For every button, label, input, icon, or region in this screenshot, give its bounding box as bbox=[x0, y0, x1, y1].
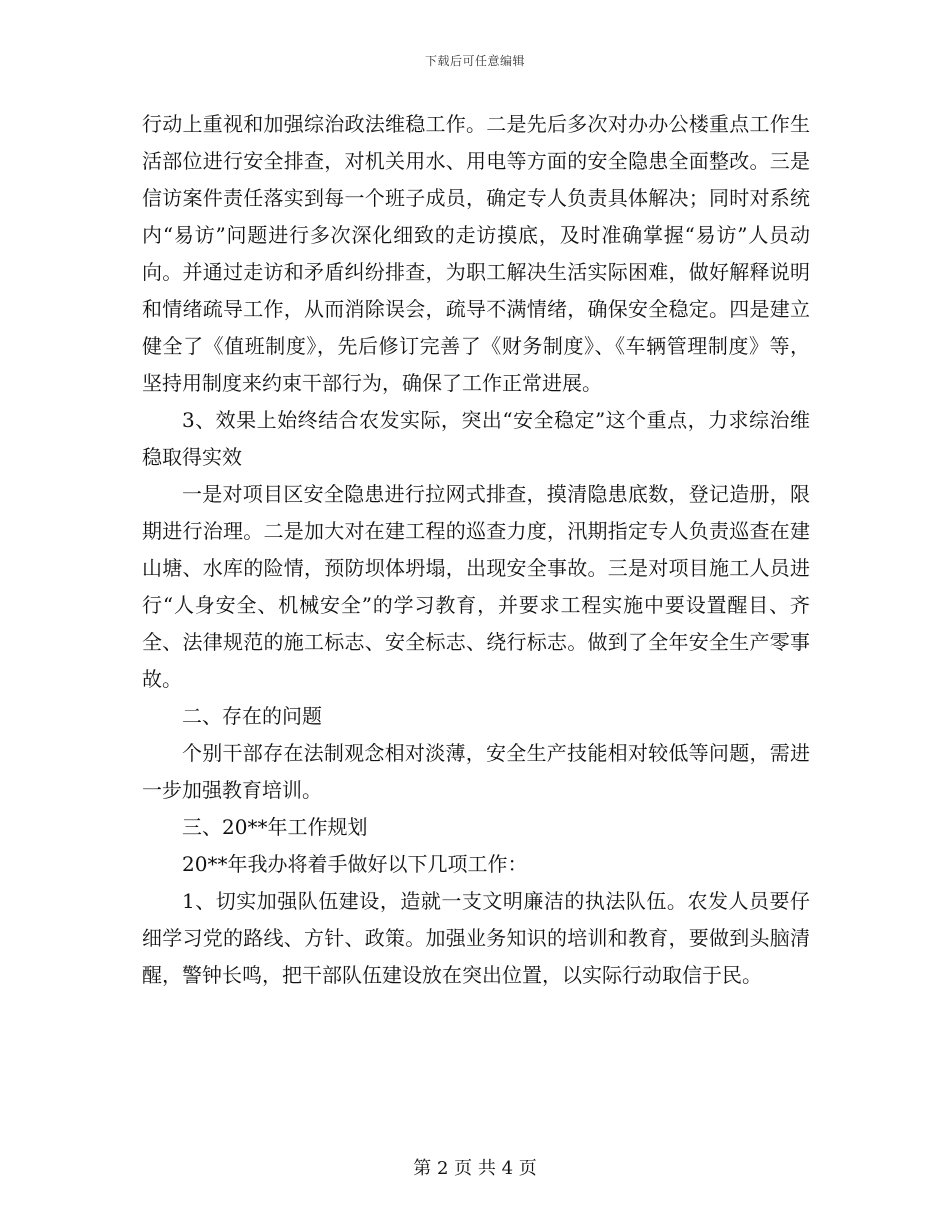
paragraph-continuation: 行动上重视和加强综治政法维稳工作。二是先后多次对办办公楼重点工作生活部位进行安全排查，对机关用水、用电等方面的安全隐患全面整改。三是信访案件责任落实到每一个班子成员，确定专人负责具体解决；同时对系统内“易访”问题进行多次深化细致的走访摸底，及时准确掌握“易访”人员动向。并通过走访和矛盾纠纷排查，为职工解决生活实际困难，做好解释说明和情绪疏导工作，从而消除误会，疏导不满情绪，确保安全稳定。四是建立健全了《值班制度》，先后修订完善了《财务制度》、《车辆管理制度》等，坚持用制度来约束干部行为，确保了工作正常进展。 bbox=[142, 112, 810, 395]
paragraph-safety-measures: 一是对项目区安全隐患进行拉网式排查，摸清隐患底数，登记造册，限期进行治理。二是加大对在建工程的巡查力度，汛期指定专人负责巡查在建山塘、水库的险情，预防坝体坍塌，出现安全事故。三是对项目施工人员进行“人身安全、机械安全”的学习教育，并要求工程实施中要设置醒目、齐全、法律规范的施工标志、安全标志、绕行标志。做到了全年安全生产零事故。 bbox=[142, 482, 810, 691]
paragraph-plan-item-1: 1、切实加强队伍建设，造就一支文明廉洁的执法队伍。农发人员要仔细学习党的路线、方针、政策。加强业务知识的培训和教育，要做到头脑清醒，警钟长鸣，把干部队伍建设放在突出位置，以实际行动取信于民。 bbox=[142, 889, 810, 987]
document-body bbox=[142, 106, 810, 994]
section-heading-problems: 二、存在的问题 bbox=[182, 704, 322, 728]
page-header-note: 下载后可任意编辑 bbox=[424, 54, 525, 68]
paragraph-section-3-heading: 3、效果上始终结合农发实际，突出“安全稳定”这个重点，力求综治维稳取得实效 bbox=[142, 408, 810, 469]
section-heading-plan: 三、20**年工作规划 bbox=[182, 815, 368, 839]
paragraph-plan-intro: 20**年我办将着手做好以下几项工作： bbox=[182, 852, 528, 876]
page-number-footer: 第 2 页 共 4 页 bbox=[413, 1158, 537, 1179]
paragraph-problems: 个别干部存在法制观念相对淡薄，安全生产技能相对较低等问题，需进一步加强教育培训。 bbox=[142, 741, 810, 802]
